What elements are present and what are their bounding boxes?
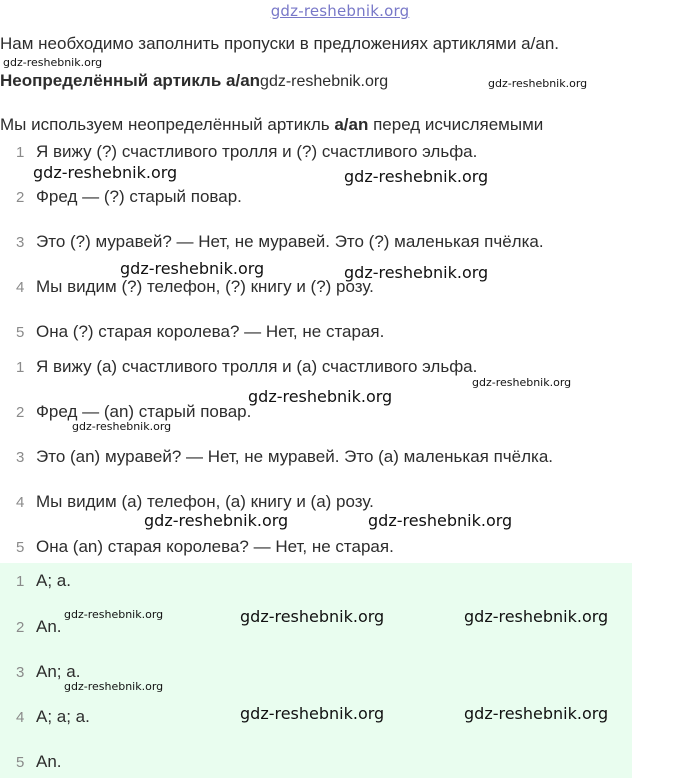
answer-number: 1 [16,573,25,590]
rule-text-end: перед исчисляемыми [368,115,544,134]
filled-line: Фред — (an) старый повар. [36,402,252,421]
site-title-link[interactable]: gdz-reshebnik.org [270,2,410,20]
watermark: gdz-reshebnik.org [464,607,609,626]
filled-line: Мы видим (a) телефон, (a) книгу и (a) розу. [36,492,374,511]
question-line: Фред — (?) старый повар. [36,187,242,206]
question-number: 2 [16,189,25,206]
question-number: 3 [16,234,25,251]
heading-line [0,71,388,91]
watermark: gdz-reshebnik.org [472,376,572,389]
answer-line: An; a. [36,662,81,681]
watermark: gdz-reshebnik.org [248,387,393,406]
watermark: gdz-reshebnik.org [33,163,178,182]
answer-line: An. [36,752,62,771]
intro-text: Нам необходимо заполнить пропуски в предложениях артиклями a/an. [0,34,559,53]
watermark: gdz-reshebnik.org [368,511,513,530]
watermark: gdz-reshebnik.org [344,263,489,282]
watermark: gdz-reshebnik.org [64,608,164,621]
question-line: Это (?) муравей? — Нет, не муравей. Это (?) маленькая пчёлка. [36,232,544,251]
answer-number: 3 [16,664,25,681]
rule-text-start: Мы используем неопределённый артикль [0,115,335,134]
filled-number: 3 [16,449,25,466]
answer-line: An. [36,617,62,636]
watermark: gdz-reshebnik.org [3,56,103,69]
watermark: gdz-reshebnik.org [344,167,489,186]
answer-number: 5 [16,754,25,771]
answer-number: 2 [16,619,25,636]
filled-number: 2 [16,404,25,421]
question-number: 4 [16,279,25,296]
watermark: gdz-reshebnik.org [240,704,385,723]
filled-line: Это (an) муравей? — Нет, не муравей. Это (a) маленькая пчёлка. [36,447,554,466]
filled-number: 4 [16,494,25,511]
question-line: Мы видим (?) телефон, (?) книгу и (?) розу. [36,277,374,296]
answer-line: A; a. [36,571,71,590]
watermark: gdz-reshebnik.org [120,259,265,278]
answer-line: A; a; a. [36,707,90,726]
watermark: gdz-reshebnik.org [72,420,172,433]
rule-text-bold: a/an [334,115,369,134]
watermark: gdz-reshebnik.org [260,73,389,90]
watermark: gdz-reshebnik.org [64,680,164,693]
filled-number: 1 [16,359,25,376]
filled-line: Я вижу (a) счастливого тролля и (a) счастливого эльфа. [36,357,478,376]
section-heading: Неопределённый артикль a/an [0,71,261,90]
watermark: gdz-reshebnik.org [488,77,588,90]
filled-line: Она (an) старая королева? — Нет, не старая. [36,537,394,556]
question-line: Я вижу (?) счастливого тролля и (?) счастливого эльфа. [36,142,478,161]
rule-text [0,115,543,135]
watermark: gdz-reshebnik.org [144,511,289,530]
watermark: gdz-reshebnik.org [240,607,385,626]
watermark: gdz-reshebnik.org [464,704,609,723]
answer-number: 4 [16,709,25,726]
question-number: 5 [16,324,25,341]
answers-panel [0,563,632,778]
question-number: 1 [16,144,25,161]
question-line: Она (?) старая королева? — Нет, не старая. [36,322,385,341]
filled-number: 5 [16,539,25,556]
